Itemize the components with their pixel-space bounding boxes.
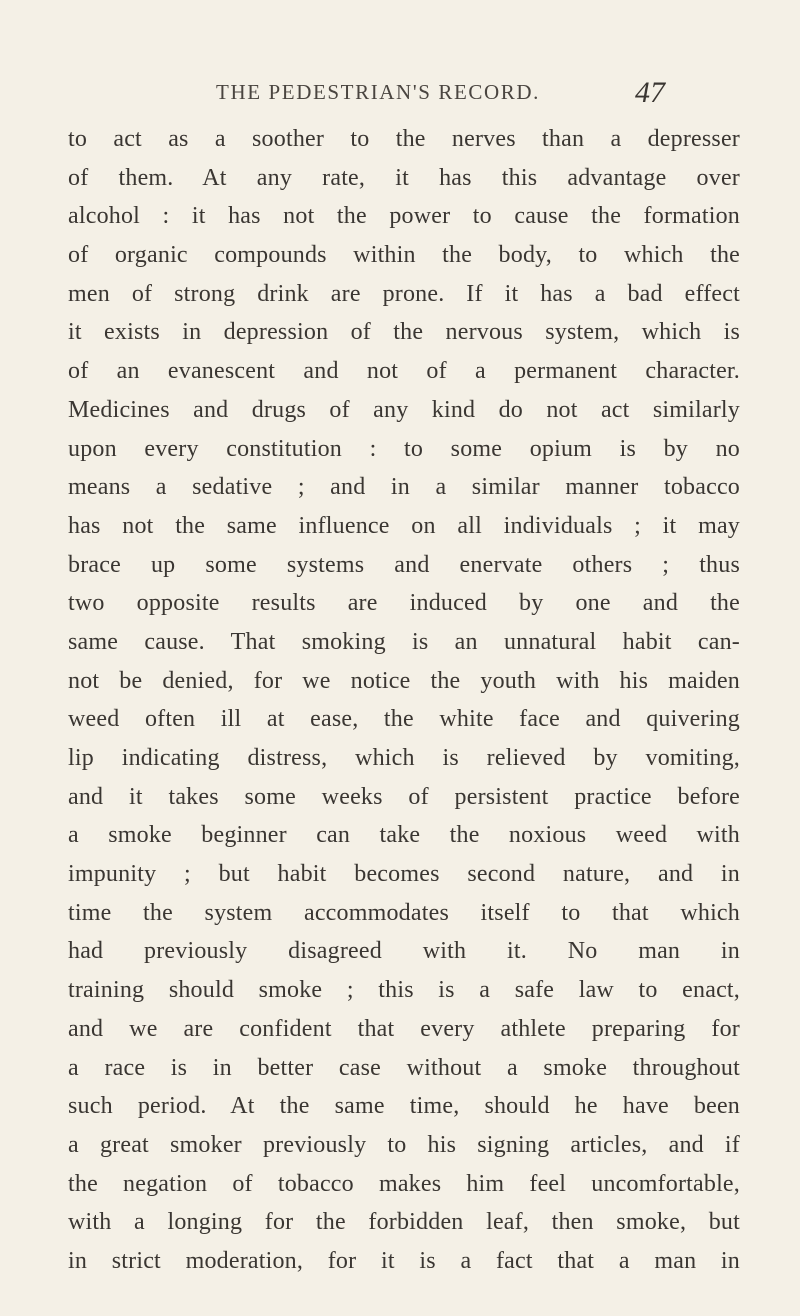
text-line: a great smoker previously to his signing articles, and if	[68, 1131, 740, 1158]
text-line: it exists in depression of the nervous system, which is	[68, 319, 740, 346]
text-line: time the system accommodates itself to that which	[68, 899, 740, 926]
text-line: a smoke beginner can take the noxious weed with	[68, 822, 740, 849]
text-line: not be denied, for we notice the youth with his maiden	[68, 667, 740, 694]
text-line: with a longing for the forbidden leaf, then smoke, but	[68, 1209, 740, 1236]
text-line: of organic compounds within the body, to which the	[68, 242, 740, 269]
text-line: alcohol : it has not the power to cause the formation	[68, 203, 740, 230]
text-line: the negation of tobacco makes him feel uncomfortable,	[68, 1170, 740, 1197]
running-head	[0, 76, 800, 116]
text-line: of an evanescent and not of a permanent character.	[68, 358, 740, 385]
text-line: has not the same influence on all individuals ; it may	[68, 512, 740, 539]
text-line: lip indicating distress, which is relieved by vomiting,	[68, 745, 740, 771]
text-line: brace up some systems and enervate others ; thus	[68, 551, 740, 578]
text-line: same cause. That smoking is an unnatural habit can-	[68, 628, 740, 655]
text-line: in strict moderation, for it is a fact that a man in	[68, 1247, 740, 1274]
text-line: Medicines and drugs of any kind do not act similarly	[68, 396, 740, 423]
text-line: of them. At any rate, it has this advantage over	[68, 164, 740, 191]
text-line: impunity ; but habit becomes second nature, and in	[68, 861, 740, 888]
text-line: and we are confident that every athlete preparing for	[68, 1015, 740, 1042]
text-line: had previously disagreed with it. No man in	[68, 938, 740, 965]
text-line: men of strong drink are prone. If it has a bad effect	[68, 280, 740, 307]
text-line: such period. At the same time, should he have been	[68, 1093, 740, 1120]
running-title: THE PEDESTRIAN'S RECORD.	[216, 80, 540, 104]
page-number: 47	[635, 76, 665, 109]
text-line: upon every constitution : to some opium is by no	[68, 435, 740, 462]
text-line: means a sedative ; and in a similar manner tobacco	[68, 474, 740, 501]
body-text	[68, 120, 740, 1281]
text-line: and it takes some weeks of persistent practice before	[68, 783, 740, 810]
text-line: two opposite results are induced by one and the	[68, 590, 740, 617]
text-line: to act as a soother to the nerves than a depresser	[68, 126, 740, 152]
text-line: a race is in better case without a smoke throughout	[68, 1054, 740, 1081]
text-line: weed often ill at ease, the white face and quivering	[68, 706, 740, 733]
text-line: training should smoke ; this is a safe law to enact,	[68, 977, 740, 1004]
